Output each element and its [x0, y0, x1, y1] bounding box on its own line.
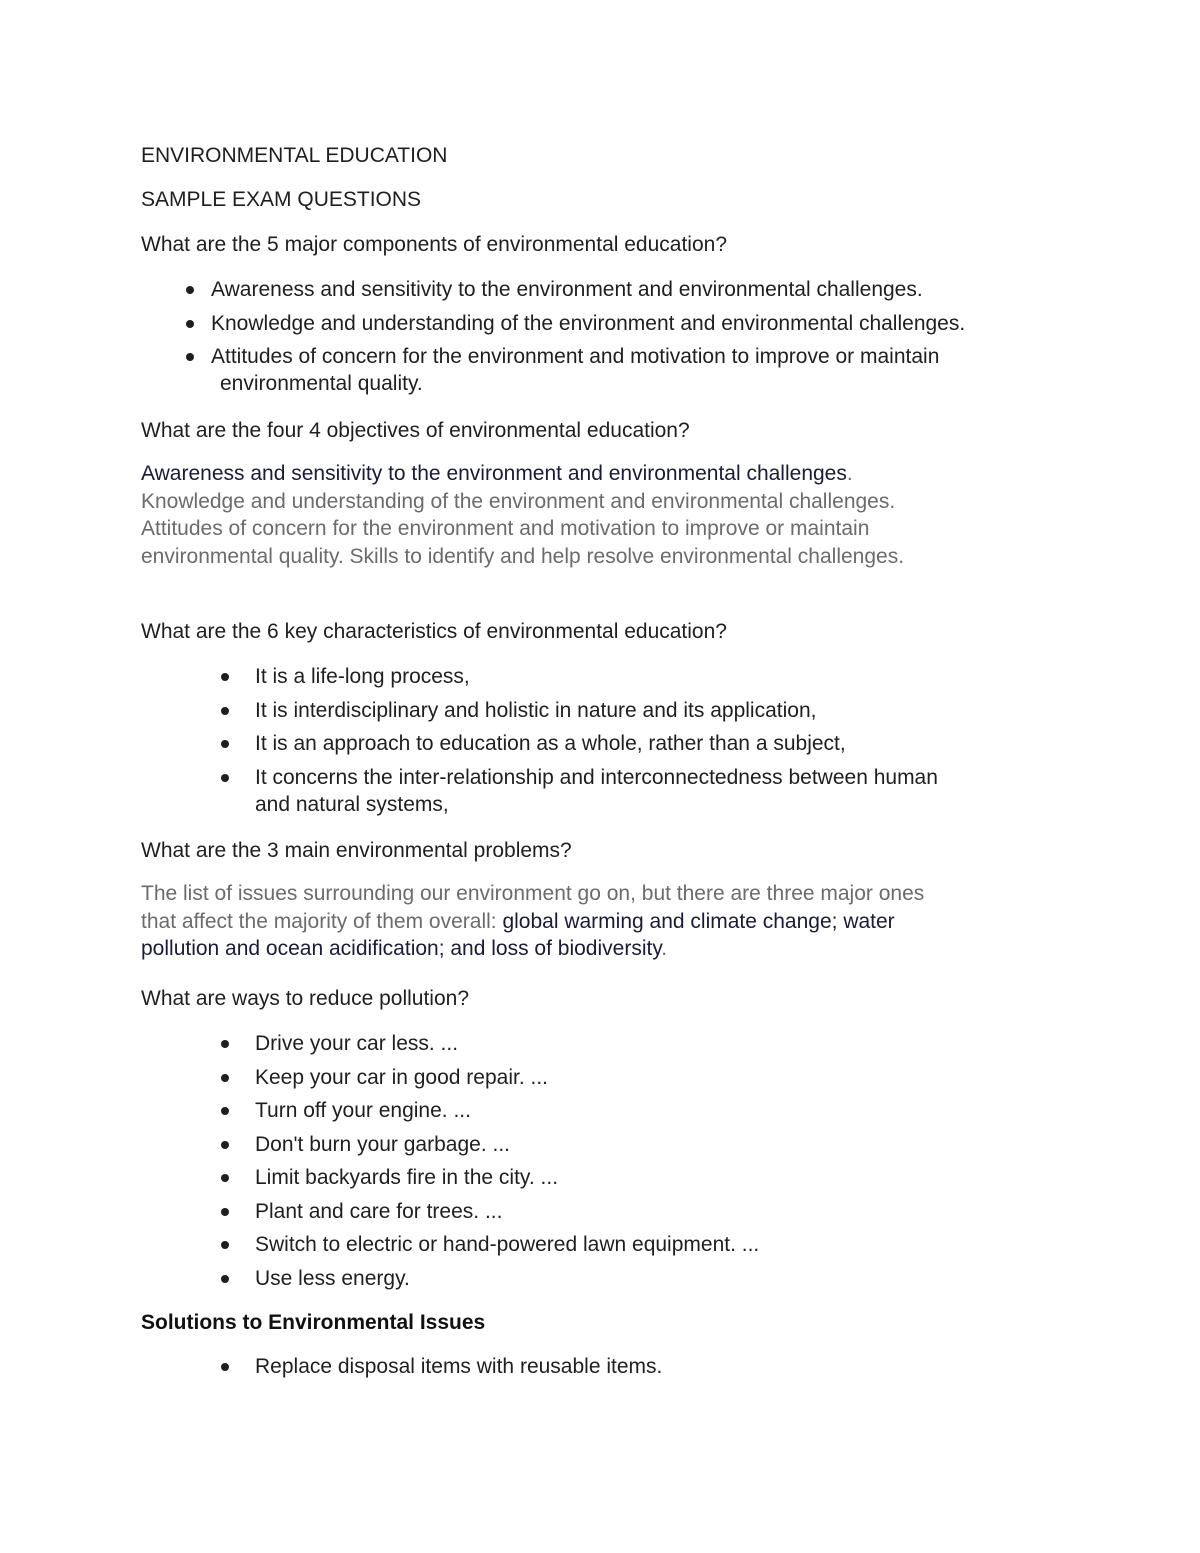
bullet-icon	[221, 707, 229, 715]
bullet-icon	[221, 1275, 229, 1283]
list-item: Attitudes of concern for the environment and motivation to improve or maintain environmental quality.	[211, 343, 1111, 397]
list-item: Turn off your engine. ...	[255, 1097, 1055, 1124]
document-title: ENVIRONMENTAL EDUCATION	[141, 144, 448, 167]
list-item: Switch to electric or hand-powered lawn equipment. ...	[255, 1231, 1055, 1258]
list-item: Replace disposal items with reusable items.	[255, 1353, 1055, 1380]
list-item: It is an approach to education as a whole, rather than a subject,	[255, 730, 1055, 757]
list-item: It is a life-long process,	[255, 663, 1055, 690]
question-3: What are the 6 key characteristics of environmental education?	[141, 620, 727, 643]
list-item: It is interdisciplinary and holistic in nature and its application,	[255, 697, 1055, 724]
q4-answer-paragraph: The list of issues surrounding our environment go on, but there are three major ones that affect the majority of them overall: global warming and climate change; water pollution and ocean acidification; and loss of biodiversity.	[141, 882, 925, 960]
document-subtitle: SAMPLE EXAM QUESTIONS	[141, 188, 422, 211]
list-item: Limit backyards fire in the city. ...	[255, 1164, 1055, 1191]
list-item: Keep your car in good repair. ...	[255, 1064, 1055, 1091]
bullet-icon	[221, 1040, 229, 1048]
list-item: Knowledge and understanding of the environment and environmental challenges.	[211, 310, 1111, 337]
question-1: What are the 5 major components of environmental education?	[141, 233, 728, 256]
list-item: It concerns the inter-relationship and interconnectedness between human and natural systems,	[255, 764, 1055, 818]
bullet-icon	[186, 320, 194, 328]
solutions-heading: Solutions to Environmental Issues	[141, 1311, 486, 1334]
bullet-icon	[221, 1241, 229, 1249]
bullet-icon	[221, 1074, 229, 1082]
bullet-icon	[221, 1141, 229, 1149]
bullet-icon	[221, 1363, 229, 1371]
list-item: Drive your car less. ...	[255, 1030, 1055, 1057]
q3-answer-list	[255, 663, 1055, 824]
question-4: What are the 3 main environmental problems?	[141, 839, 572, 862]
bullet-icon	[221, 1208, 229, 1216]
bullet-icon	[186, 353, 194, 361]
q1-answer-list	[211, 276, 1111, 404]
list-item: Plant and care for trees. ...	[255, 1198, 1055, 1225]
list-item: Don't burn your garbage. ...	[255, 1131, 1055, 1158]
bullet-icon	[221, 673, 229, 681]
bullet-icon	[186, 286, 194, 294]
solutions-list	[255, 1353, 1055, 1387]
q5-answer-list	[255, 1030, 1055, 1298]
bullet-icon	[221, 1174, 229, 1182]
bullet-icon	[221, 740, 229, 748]
bullet-icon	[221, 774, 229, 782]
list-item: Awareness and sensitivity to the environment and environmental challenges.	[211, 276, 1111, 303]
list-item: Use less energy.	[255, 1265, 1055, 1292]
q2-answer-paragraph: Awareness and sensitivity to the environment and environmental challenges. Knowledge and understanding of the environment and environmental challenges. Attitudes of concern for the environment and motivation to improve or maintain environmental quality. Skills to identify and help resolve environmental challenges.	[141, 462, 905, 568]
question-5: What are ways to reduce pollution?	[141, 987, 470, 1010]
bullet-icon	[221, 1107, 229, 1115]
question-2: What are the four 4 objectives of environmental education?	[141, 419, 690, 442]
